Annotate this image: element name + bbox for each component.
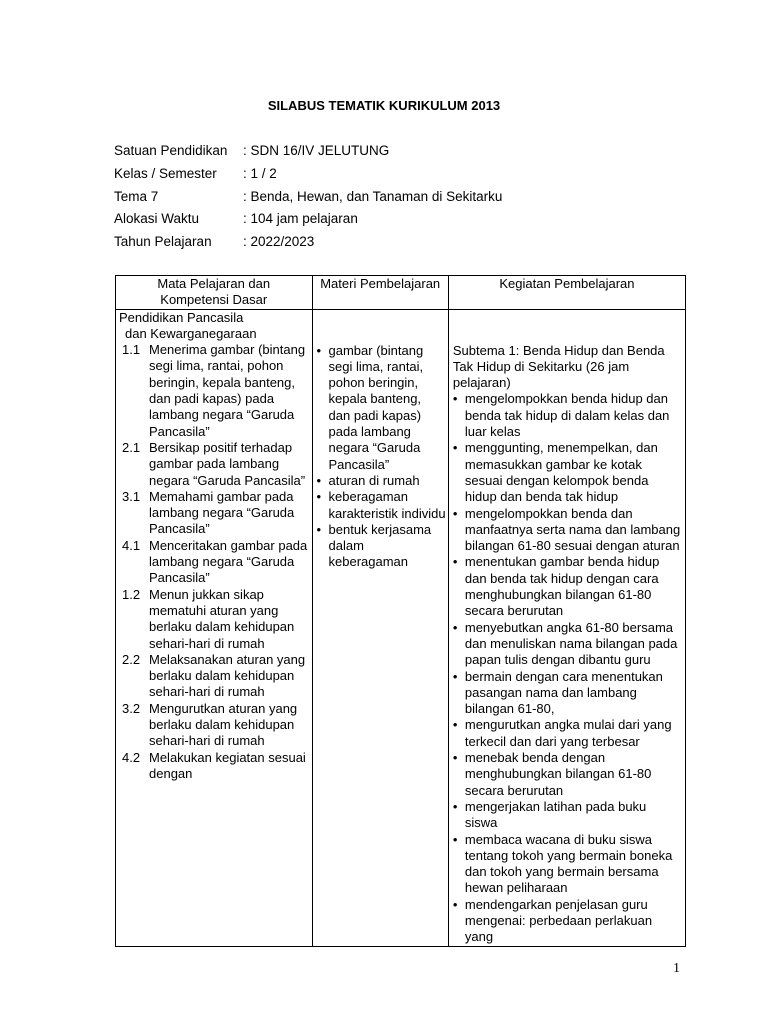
list-item (453, 669, 681, 718)
bullet-icon: • (316, 521, 322, 537)
subject-name: Pendidikan Pancasila (119, 309, 244, 325)
subject-name-cont: dan Kewarganegaraan (125, 325, 257, 341)
info-value: : Benda, Hewan, dan Tanaman di Sekitarku (243, 188, 503, 204)
list-item (317, 343, 446, 473)
subtheme-title: Subtema 1: Benda Hidup dan Benda Tak Hidup di Sekitarku (26 jam pelajaran) (452, 342, 665, 391)
list-item (453, 440, 681, 505)
info-row (114, 211, 502, 234)
info-label: Kelas / Semester (114, 165, 217, 181)
kd-text: Menceritakan gambar pada lambang negara “Garuda Pancasila” (149, 537, 308, 586)
kegiatan-text: mengelompokkan benda dan manfaatnya serta nama dan lambang bilangan 61-80 sesuai dengan aturan (464, 505, 681, 554)
header-materi: Materi Pembelajaran (312, 276, 448, 310)
kd-item (119, 750, 310, 783)
kompetensi-cell (116, 309, 313, 946)
kd-number: 2.2 (122, 651, 141, 667)
list-item (453, 391, 681, 440)
bullet-icon: • (452, 750, 458, 766)
kd-item (119, 489, 310, 538)
materi-text: aturan di rumah (328, 472, 420, 488)
info-row (114, 189, 502, 212)
info-row (114, 234, 502, 257)
kd-number: 4.1 (122, 537, 141, 553)
list-item (453, 897, 681, 946)
info-label: Alokasi Waktu (114, 211, 200, 227)
kegiatan-text: mengelompokkan benda hidup dan benda tak hidup di dalam kelas dan luar kelas (464, 391, 670, 440)
materi-text: gambar (bintang segi lima, rantai, pohon beringin, kepala banteng, dan padi kapas) pada lambang negara “Garuda Pancasila” (328, 342, 424, 472)
kegiatan-text: bermain dengan cara menentukan pasangan nama dan lambang bilangan 61-80, (464, 668, 663, 717)
materi-cell (312, 309, 448, 946)
kegiatan-text: membaca wacana di buku siswa tentang tokoh yang bermain boneka dan tokoh yang bermain bersama hewan peliharaan (464, 831, 673, 896)
table-header-row (116, 276, 686, 310)
bullet-icon: • (452, 554, 458, 570)
kd-item (119, 587, 310, 652)
kegiatan-text: mendengarkan penjelasan guru mengenai: perbedaan perlakuan yang (464, 896, 653, 945)
materi-text: keberagaman karakteristik individu (328, 489, 446, 521)
kegiatan-text: menentukan gambar benda hidup dan benda tak hidup dengan cara menghubungkan bilangan 61-80 secara berurutan (464, 554, 660, 619)
info-row (114, 166, 502, 189)
kd-text: Memahami gambar pada lambang negara “Garuda Pancasila” (149, 488, 295, 537)
list-item (317, 522, 446, 571)
list-item (453, 620, 681, 669)
info-value: : 2022/2023 (243, 234, 315, 250)
bullet-icon: • (316, 472, 322, 488)
table-row (116, 309, 686, 946)
kd-number: 2.1 (122, 439, 141, 455)
kd-text: Menun jukkan sikap mematuhi aturan yang berlaku dalam kehidupan sehari-hari di rumah (149, 586, 295, 651)
materi-list (317, 343, 446, 571)
bullet-icon: • (452, 668, 458, 684)
info-value: : 104 jam pelajaran (243, 211, 358, 227)
kegiatan-list (453, 391, 681, 945)
kd-text: Melakukan kegiatan sesuai dengan (149, 749, 306, 781)
kegiatan-text: menggunting, menempelkan, dan memasukkan gambar ke kotak sesuai dengan kelompok benda hidup dan benda tak hidup (464, 440, 658, 505)
info-label: Tahun Pelajaran (114, 234, 212, 250)
info-label: Tema 7 (114, 188, 159, 204)
bullet-icon: • (452, 717, 458, 733)
list-item (453, 554, 681, 619)
list-item (453, 799, 681, 832)
kd-item (119, 701, 310, 750)
list-item (317, 489, 446, 522)
kd-number: 1.2 (122, 586, 141, 602)
bullet-icon: • (316, 489, 322, 505)
materi-text: bentuk kerjasama dalam keberagaman (328, 521, 432, 570)
kd-item (119, 652, 310, 701)
kd-text: Bersikap positif terhadap gambar pada lambang negara “Garuda Pancasila” (149, 439, 306, 488)
kd-text: Mengurutkan aturan yang berlaku dalam kehidupan sehari-hari di rumah (149, 700, 298, 749)
bullet-icon: • (452, 440, 458, 456)
bullet-icon: • (452, 619, 458, 635)
bullet-icon: • (452, 505, 458, 521)
kd-item (119, 342, 310, 440)
kd-item (119, 440, 310, 489)
kegiatan-text: menyebutkan angka 61-80 bersama dan menuliskan nama bilangan pada papan tulis dengan dibantu guru (464, 619, 678, 668)
info-row (114, 143, 502, 166)
kegiatan-text: mengurutkan angka mulai dari yang terkecil dan dari yang terbesar (464, 717, 672, 749)
bullet-icon: • (452, 798, 458, 814)
bullet-icon: • (316, 342, 322, 358)
bullet-icon: • (452, 896, 458, 912)
list-item (453, 717, 681, 750)
header-kegiatan: Kegiatan Pembelajaran (448, 276, 685, 310)
info-label: Satuan Pendidikan (114, 143, 228, 158)
info-value: : SDN 16/IV JELUTUNG (243, 143, 390, 158)
list-item (453, 832, 681, 897)
kd-number: 4.2 (122, 749, 141, 765)
syllabus-info (114, 143, 502, 257)
list-item (453, 750, 681, 799)
kegiatan-text: mengerjakan latihan pada buku siswa (464, 798, 647, 831)
page-number: 1 (673, 961, 680, 976)
info-value: : 1 / 2 (243, 165, 277, 181)
document-title: SILABUS TEMATIK KURIKULUM 2013 (267, 98, 501, 113)
kd-number: 3.1 (122, 488, 141, 504)
kd-number: 3.2 (122, 700, 141, 716)
header-kompetensi: Mata Pelajaran dan Kompetensi Dasar (116, 276, 313, 310)
list-item (453, 506, 681, 555)
syllabus-table (115, 275, 686, 947)
bullet-icon: • (452, 391, 458, 407)
kegiatan-cell (448, 309, 685, 946)
kegiatan-text: menebak benda dengan menghubungkan bilangan 61-80 secara berurutan (464, 750, 652, 798)
kd-text: Melaksanakan aturan yang berlaku dalam kehidupan sehari-hari di rumah (149, 651, 306, 700)
bullet-icon: • (452, 831, 458, 847)
kd-item (119, 538, 310, 587)
kd-number: 1.1 (122, 342, 141, 358)
kd-text: Menerima gambar (bintang segi lima, rantai, pohon beringin, kepala banteng, dan padi kapas) pada lambang negara “Garuda Pancasila” (149, 342, 306, 439)
list-item (317, 473, 446, 489)
